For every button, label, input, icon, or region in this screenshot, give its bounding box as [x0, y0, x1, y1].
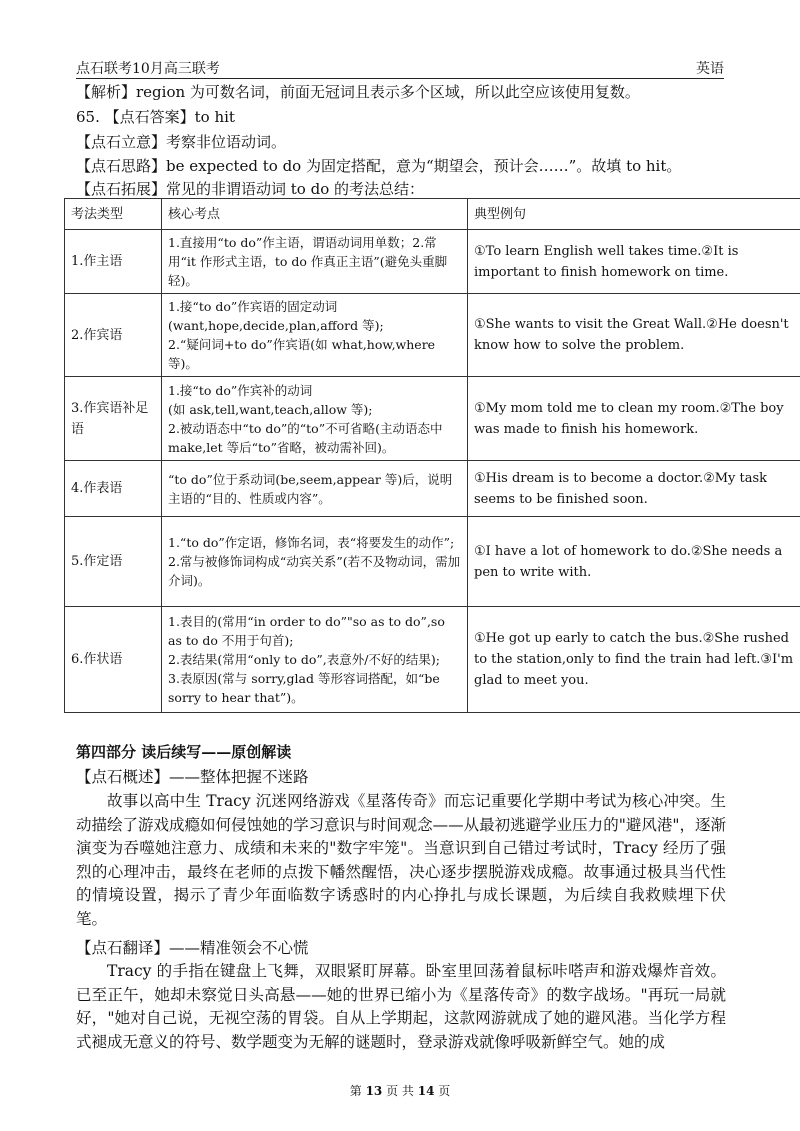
- header-cell-type: 考法类型: [65, 199, 162, 230]
- row-core: 1.接“to do”作宾补的动词 (如 ask,tell,want,teach,allow 等); 2.被动语态中“to do”的“to”不可省略(主动语态中 make,let 等后“to”省略，被动需补回)。: [162, 377, 468, 461]
- to-do-usage-table: [64, 198, 800, 713]
- table-row: [65, 377, 800, 461]
- overview-label: 【点石概述】——整体把握不迷路: [76, 768, 309, 786]
- analysis-line: 【解析】region 为可数名词，前面无冠词且表示多个区域，所以此空应该使用复数。: [76, 83, 640, 101]
- extension-line: 【点石拓展】常见的非谓语动词 to do 的考法总结：: [76, 180, 424, 198]
- row-core: 1.接“to do”作宾语的固定动词(want,hope,decide,plan,afford 等); 2.“疑问词+to do”作宾语(如 what,how,where 等)。: [162, 294, 468, 377]
- row-example: ①His dream is to become a doctor.②My task seems to be finished soon.: [468, 461, 800, 517]
- intent-line: 【点石立意】考察非位语动词。: [76, 133, 287, 151]
- header-subject: 英语: [696, 61, 724, 77]
- row-example: ①I have a lot of homework to do.②She needs a pen to write with.: [468, 517, 800, 607]
- section-four-title: 第四部分 读后续写——原创解读: [76, 743, 292, 761]
- table-header-row: [65, 199, 800, 230]
- answer-line: 65. 【点石答案】to hit: [76, 108, 235, 126]
- reasoning-line: 【点石思路】be expected to do 为固定搭配，意为“期望会，预计会……”。故填 to hit。: [76, 157, 682, 175]
- page-header: [76, 56, 724, 79]
- table-row: [65, 461, 800, 517]
- total-page-number: 14: [417, 1084, 435, 1098]
- row-core: 1.“to do”作定语，修饰名词，表“将要发生的动作”; 2.常与被修饰词构成“动宾关系”(若不及物动词，需加介词)。: [162, 517, 468, 607]
- row-example: ①To learn English well takes time.②It is important to finish homework on time.: [468, 230, 800, 294]
- translation-paragraph: Tracy 的手指在键盘上飞舞，双眼紧盯屏幕。卧室里回荡着鼠标咔嗒声和游戏爆炸音效。已至正午，她却未察觉日头高悬——她的世界已缩小为《星落传奇》的数字战场。"再玩一局就好，"她对自己说，无视空荡的胃袋。自从上学期起，这款网游就成了她的避风港。当化学方程式褪成无意义的符号、数学题变为无解的谜题时，登录游戏就像呼吸新鲜空气。她的成: [76, 962, 726, 1051]
- row-example: ①She wants to visit the Great Wall.②He doesn't know how to solve the problem.: [468, 294, 800, 377]
- current-page-number: 13: [365, 1084, 383, 1098]
- header-exam-title: 点石联考10月高三联考: [76, 61, 220, 77]
- page-footer: 第 13 页 共 14 页: [349, 1084, 451, 1098]
- row-type: 4.作表语: [65, 461, 162, 517]
- overview-paragraph: 故事以高中生 Tracy 沉迷网络游戏《星落传奇》而忘记重要化学期中考试为核心冲突。生动描绘了游戏成瘾如何侵蚀她的学习意识与时间观念——从最初逃避学业压力的"避风港"，逐渐演变为吞噬她注意力、成绩和未来的"数字牢笼"。当意识到自己错过考试时，Tracy 经历了强烈的心理冲击，最终在老师的点拨下幡然醒悟，决心逐步摆脱游戏成瘾。故事通过极具当代性的情境设置，揭示了青少年面临数字诱惑时的内心挣扎与成长课题，为后续自我救赎埋下伏笔。: [76, 792, 726, 928]
- translation-label: 【点石翻译】——精准领会不心慌: [76, 939, 309, 957]
- row-core: 1.直接用“to do”作主语，谓语动词用单数；2.常用“it 作形式主语，to do 作真正主语”(避免头重脚轻)。: [162, 230, 468, 294]
- row-type: 5.作定语: [65, 517, 162, 607]
- table-row: [65, 517, 800, 607]
- header-cell-example: 典型例句: [468, 199, 800, 230]
- header-cell-core: 核心考点: [162, 199, 468, 230]
- table-row: [65, 230, 800, 294]
- row-example: ①My mom told me to clean my room.②The boy was made to finish his homework.: [468, 377, 800, 461]
- row-type: 6.作状语: [65, 607, 162, 713]
- row-core: 1.表目的(常用“in order to do”"so as to do”,so as to do 不用于句首); 2.表结果(常用“only to do”,表意外/不好的结果); 3.表原因(常与 sorry,glad 等形容词搭配，如“be sorry to hear that”)。: [162, 607, 468, 713]
- row-core: “to do”位于系动词(be,seem,appear 等)后，说明主语的“目的、性质或内容”。: [162, 461, 468, 517]
- row-type: 1.作主语: [65, 230, 162, 294]
- row-type: 3.作宾语补足语: [65, 377, 162, 461]
- row-example: ①He got up early to catch the bus.②She rushed to the station,only to find the train had left.③I'm glad to meet you.: [468, 607, 800, 713]
- table-row: [65, 294, 800, 377]
- row-type: 2.作宾语: [65, 294, 162, 377]
- table-row: [65, 607, 800, 713]
